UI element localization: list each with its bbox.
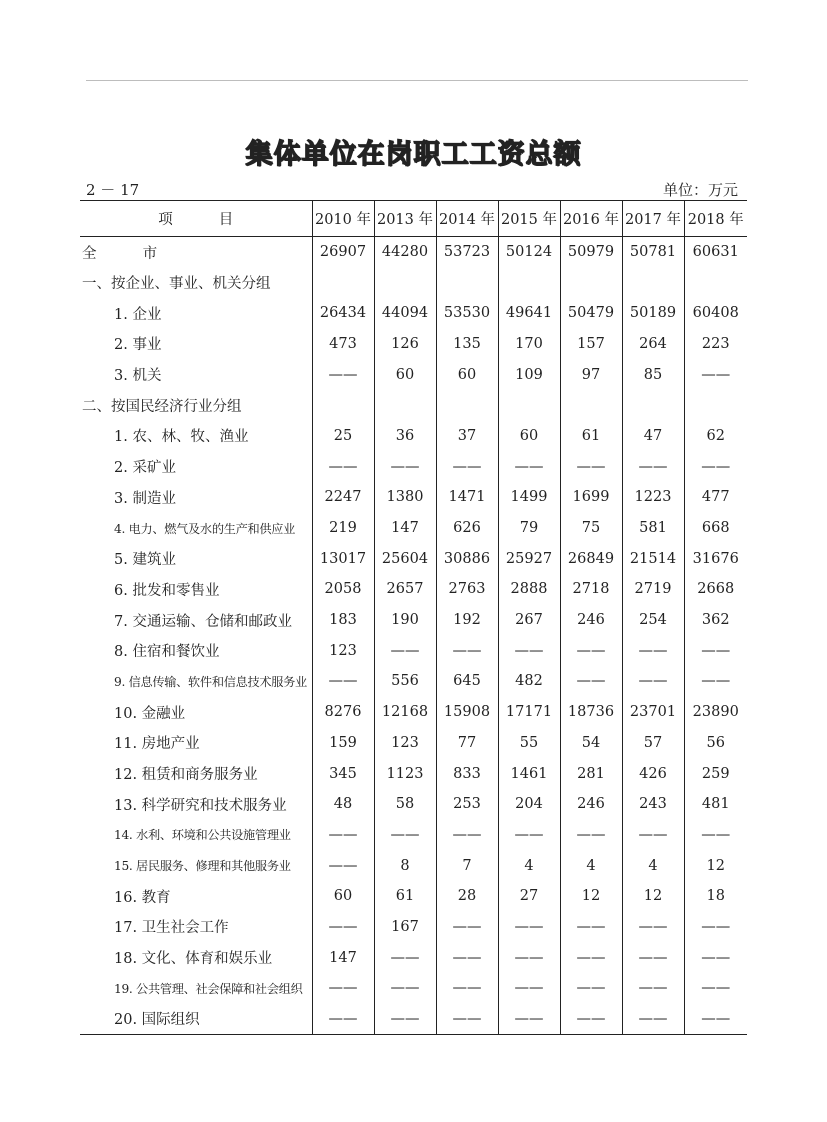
header-year: 2015 年 <box>498 201 560 237</box>
cell-value: 55 <box>498 728 560 759</box>
cell-value: 12 <box>684 850 747 881</box>
row-label: 全 市 <box>82 245 158 262</box>
cell-value: 60408 <box>684 298 747 329</box>
cell-value: 170 <box>498 329 560 360</box>
cell-value: —— <box>374 1004 436 1035</box>
cell-value: 2763 <box>436 574 498 605</box>
cell-value: —— <box>436 942 498 973</box>
cell-value: —— <box>498 942 560 973</box>
cell-value: 23890 <box>684 697 747 728</box>
cell-value: 2668 <box>684 574 747 605</box>
header-year: 2010 年 <box>312 201 374 237</box>
header-year: 2016 年 <box>560 201 622 237</box>
header-year: 2017 年 <box>622 201 684 237</box>
cell-value: —— <box>560 820 622 851</box>
cell-value: 1123 <box>374 758 436 789</box>
table-row <box>80 359 747 390</box>
cell-value <box>436 390 498 421</box>
cell-value: 27 <box>498 881 560 912</box>
table-row <box>80 574 747 605</box>
cell-value: —— <box>560 912 622 943</box>
cell-value: 477 <box>684 482 747 513</box>
cell-value <box>498 267 560 298</box>
table-row <box>80 482 747 513</box>
cell-value: —— <box>312 666 374 697</box>
header-year: 2018 年 <box>684 201 747 237</box>
cell-value: 556 <box>374 666 436 697</box>
cell-value: —— <box>498 451 560 482</box>
cell-value <box>436 267 498 298</box>
cell-value: 1471 <box>436 482 498 513</box>
cell-value: 53530 <box>436 298 498 329</box>
row-label: 19. 公共管理、社会保障和社会组织 <box>114 981 303 996</box>
row-label: 二、按国民经济行业分组 <box>82 398 242 415</box>
cell-value: —— <box>498 635 560 666</box>
cell-value: 123 <box>312 635 374 666</box>
cell-value <box>374 267 436 298</box>
row-label: 16. 教育 <box>114 889 171 906</box>
cell-value: 58 <box>374 789 436 820</box>
table-row <box>80 820 747 851</box>
cell-value: 44094 <box>374 298 436 329</box>
table-row <box>80 758 747 789</box>
cell-value: 49641 <box>498 298 560 329</box>
row-label: 一、按企业、事业、机关分组 <box>82 276 271 293</box>
cell-value: —— <box>684 451 747 482</box>
cell-value: —— <box>312 850 374 881</box>
cell-value: 167 <box>374 912 436 943</box>
cell-value: —— <box>684 973 747 1004</box>
cell-value: —— <box>684 820 747 851</box>
cell-value: —— <box>684 666 747 697</box>
cell-value: —— <box>622 942 684 973</box>
cell-value: 426 <box>622 758 684 789</box>
cell-value: 2058 <box>312 574 374 605</box>
cell-value: 253 <box>436 789 498 820</box>
cell-value: 85 <box>622 359 684 390</box>
row-label: 2. 采矿业 <box>114 460 176 477</box>
row-label: 1. 农、林、牧、渔业 <box>114 429 249 446</box>
cell-value: 581 <box>622 513 684 544</box>
cell-value: 75 <box>560 513 622 544</box>
cell-value: —— <box>684 635 747 666</box>
cell-value: —— <box>436 635 498 666</box>
table-row <box>80 329 747 360</box>
cell-value <box>622 267 684 298</box>
cell-value: 345 <box>312 758 374 789</box>
cell-value: —— <box>684 942 747 973</box>
cell-value: 482 <box>498 666 560 697</box>
cell-value: 159 <box>312 728 374 759</box>
cell-value: 53723 <box>436 237 498 268</box>
cell-value: 246 <box>560 605 622 636</box>
cell-value: 54 <box>560 728 622 759</box>
cell-value: 281 <box>560 758 622 789</box>
cell-value: 60 <box>436 359 498 390</box>
cell-value <box>498 390 560 421</box>
cell-value: 50979 <box>560 237 622 268</box>
cell-value: 2247 <box>312 482 374 513</box>
cell-value: 61 <box>374 881 436 912</box>
cell-value: 44280 <box>374 237 436 268</box>
row-label: 18. 文化、体育和娱乐业 <box>114 951 273 968</box>
table-row <box>80 451 747 482</box>
cell-value: —— <box>622 1004 684 1035</box>
cell-value: 60 <box>374 359 436 390</box>
cell-value: 204 <box>498 789 560 820</box>
cell-value: 362 <box>684 605 747 636</box>
row-label: 15. 居民服务、修理和其他服务业 <box>114 859 291 874</box>
table-row <box>80 912 747 943</box>
cell-value: 60 <box>312 881 374 912</box>
cell-value: 18736 <box>560 697 622 728</box>
cell-value <box>312 390 374 421</box>
cell-value: 246 <box>560 789 622 820</box>
row-label: 1. 企业 <box>114 306 162 323</box>
cell-value: 4 <box>498 850 560 881</box>
cell-value: 1699 <box>560 482 622 513</box>
cell-value: —— <box>436 973 498 1004</box>
cell-value: —— <box>622 912 684 943</box>
row-label: 11. 房地产业 <box>114 736 200 753</box>
cell-value: 26849 <box>560 543 622 574</box>
cell-value: 668 <box>684 513 747 544</box>
cell-value: —— <box>622 820 684 851</box>
cell-value: —— <box>312 359 374 390</box>
header-year: 2013 年 <box>374 201 436 237</box>
cell-value: —— <box>684 912 747 943</box>
table-code: 2 － 17 <box>86 181 140 199</box>
cell-value: 1223 <box>622 482 684 513</box>
cell-value: 254 <box>622 605 684 636</box>
cell-value: —— <box>436 820 498 851</box>
cell-value: 62 <box>684 421 747 452</box>
cell-value: —— <box>498 1004 560 1035</box>
cell-value: 56 <box>684 728 747 759</box>
cell-value: 12168 <box>374 697 436 728</box>
cell-value: 25 <box>312 421 374 452</box>
cell-value: 18 <box>684 881 747 912</box>
cell-value: 12 <box>560 881 622 912</box>
cell-value: 47 <box>622 421 684 452</box>
cell-value: —— <box>374 820 436 851</box>
cell-value: 135 <box>436 329 498 360</box>
cell-value: 61 <box>560 421 622 452</box>
table-row <box>80 789 747 820</box>
cell-value: —— <box>498 912 560 943</box>
cell-value: 12 <box>622 881 684 912</box>
cell-value: 157 <box>560 329 622 360</box>
cell-value: —— <box>436 1004 498 1035</box>
cell-value: 219 <box>312 513 374 544</box>
cell-value: —— <box>374 973 436 1004</box>
cell-value: 2657 <box>374 574 436 605</box>
cell-value: —— <box>622 973 684 1004</box>
row-label: 20. 国际组织 <box>80 1004 312 1035</box>
cell-value: 1461 <box>498 758 560 789</box>
page-title: 集体单位在岗职工工资总额 <box>245 139 582 170</box>
table-row <box>80 543 747 574</box>
row-label: 14. 水利、环境和公共设施管理业 <box>114 828 291 843</box>
cell-value: —— <box>622 666 684 697</box>
table-row <box>80 267 747 298</box>
cell-value: —— <box>560 973 622 1004</box>
cell-value <box>622 390 684 421</box>
cell-value: 36 <box>374 421 436 452</box>
table-row <box>80 881 747 912</box>
cell-value: 30886 <box>436 543 498 574</box>
cell-value: 50781 <box>622 237 684 268</box>
cell-value: —— <box>560 1004 622 1035</box>
header-year: 2014 年 <box>436 201 498 237</box>
cell-value: —— <box>312 451 374 482</box>
cell-value: 2888 <box>498 574 560 605</box>
cell-value: 645 <box>436 666 498 697</box>
cell-value: 57 <box>622 728 684 759</box>
cell-value: —— <box>622 451 684 482</box>
cell-value: 21514 <box>622 543 684 574</box>
cell-value: 25604 <box>374 543 436 574</box>
table-row <box>80 237 747 268</box>
cell-value <box>560 390 622 421</box>
cell-value: 50479 <box>560 298 622 329</box>
cell-value: 126 <box>374 329 436 360</box>
row-label: 3. 制造业 <box>114 490 176 507</box>
cell-value <box>560 267 622 298</box>
cell-value: —— <box>560 666 622 697</box>
cell-value: —— <box>436 451 498 482</box>
cell-value: —— <box>312 912 374 943</box>
row-label: 2. 事业 <box>114 337 162 354</box>
cell-value: 15908 <box>436 697 498 728</box>
table-row <box>80 850 747 881</box>
table-row <box>80 390 747 421</box>
cell-value: —— <box>560 451 622 482</box>
cell-value: 26434 <box>312 298 374 329</box>
cell-value: 190 <box>374 605 436 636</box>
cell-value: 37 <box>436 421 498 452</box>
wage-table <box>80 200 747 1035</box>
cell-value: 473 <box>312 329 374 360</box>
cell-value: 60 <box>498 421 560 452</box>
cell-value: 192 <box>436 605 498 636</box>
row-label: 10. 金融业 <box>114 705 186 722</box>
table-row <box>80 728 747 759</box>
cell-value: —— <box>312 1004 374 1035</box>
cell-value: 4 <box>622 850 684 881</box>
cell-value: —— <box>684 1004 747 1035</box>
row-label: 7. 交通运输、仓储和邮政业 <box>114 613 292 630</box>
table-row <box>80 635 747 666</box>
cell-value: 28 <box>436 881 498 912</box>
cell-value: 243 <box>622 789 684 820</box>
cell-value: —— <box>560 635 622 666</box>
cell-value: 60631 <box>684 237 747 268</box>
cell-value: —— <box>560 942 622 973</box>
top-rule <box>86 80 748 81</box>
row-label: 17. 卫生社会工作 <box>114 920 229 937</box>
cell-value <box>684 390 747 421</box>
table-row <box>80 666 747 697</box>
row-label: 9. 信息传输、软件和信息技术服务业 <box>114 674 307 689</box>
cell-value: 48 <box>312 789 374 820</box>
cell-value: 481 <box>684 789 747 820</box>
cell-value: —— <box>312 820 374 851</box>
cell-value: 264 <box>622 329 684 360</box>
cell-value: 223 <box>684 329 747 360</box>
table-row <box>80 421 747 452</box>
table-row <box>80 605 747 636</box>
cell-value: 17171 <box>498 697 560 728</box>
cell-value: 123 <box>374 728 436 759</box>
cell-value: 2719 <box>622 574 684 605</box>
cell-value: —— <box>498 820 560 851</box>
cell-value: —— <box>684 359 747 390</box>
table-row <box>80 697 747 728</box>
cell-value <box>684 267 747 298</box>
cell-value: 147 <box>312 942 374 973</box>
row-label: 12. 租赁和商务服务业 <box>114 767 258 784</box>
cell-value: 183 <box>312 605 374 636</box>
cell-value: 13017 <box>312 543 374 574</box>
cell-value <box>312 267 374 298</box>
cell-value: 97 <box>560 359 622 390</box>
header-row <box>80 201 747 237</box>
row-label: 4. 电力、燃气及水的生产和供应业 <box>114 521 296 536</box>
cell-value: 259 <box>684 758 747 789</box>
table-row <box>80 973 747 1004</box>
cell-value: 25927 <box>498 543 560 574</box>
table-row <box>80 942 747 973</box>
cell-value: 26907 <box>312 237 374 268</box>
cell-value: 77 <box>436 728 498 759</box>
cell-value: 50124 <box>498 237 560 268</box>
unit-label: 单位：万元 <box>662 181 738 199</box>
cell-value: 1380 <box>374 482 436 513</box>
cell-value: 7 <box>436 850 498 881</box>
cell-value <box>374 390 436 421</box>
cell-value: —— <box>498 973 560 1004</box>
table-row <box>80 298 747 329</box>
header-item: 项 目 <box>80 201 312 237</box>
cell-value: —— <box>622 635 684 666</box>
cell-value: 147 <box>374 513 436 544</box>
row-label: 13. 科学研究和技术服务业 <box>114 797 287 814</box>
cell-value: 23701 <box>622 697 684 728</box>
cell-value: 50189 <box>622 298 684 329</box>
cell-value: 8276 <box>312 697 374 728</box>
cell-value: —— <box>312 973 374 1004</box>
cell-value: 626 <box>436 513 498 544</box>
row-label: 6. 批发和零售业 <box>114 582 220 599</box>
cell-value: 267 <box>498 605 560 636</box>
cell-value: 833 <box>436 758 498 789</box>
cell-value: —— <box>374 942 436 973</box>
cell-value: 8 <box>374 850 436 881</box>
row-label: 5. 建筑业 <box>114 552 176 569</box>
table-row <box>80 513 747 544</box>
row-label: 8. 住宿和餐饮业 <box>114 644 220 661</box>
cell-value: —— <box>436 912 498 943</box>
cell-value: 2718 <box>560 574 622 605</box>
cell-value: 4 <box>560 850 622 881</box>
row-label: 3. 机关 <box>114 368 162 385</box>
cell-value: —— <box>374 451 436 482</box>
table-row <box>80 1004 747 1035</box>
cell-value: 1499 <box>498 482 560 513</box>
cell-value: 79 <box>498 513 560 544</box>
cell-value: —— <box>374 635 436 666</box>
cell-value: 109 <box>498 359 560 390</box>
cell-value: 31676 <box>684 543 747 574</box>
